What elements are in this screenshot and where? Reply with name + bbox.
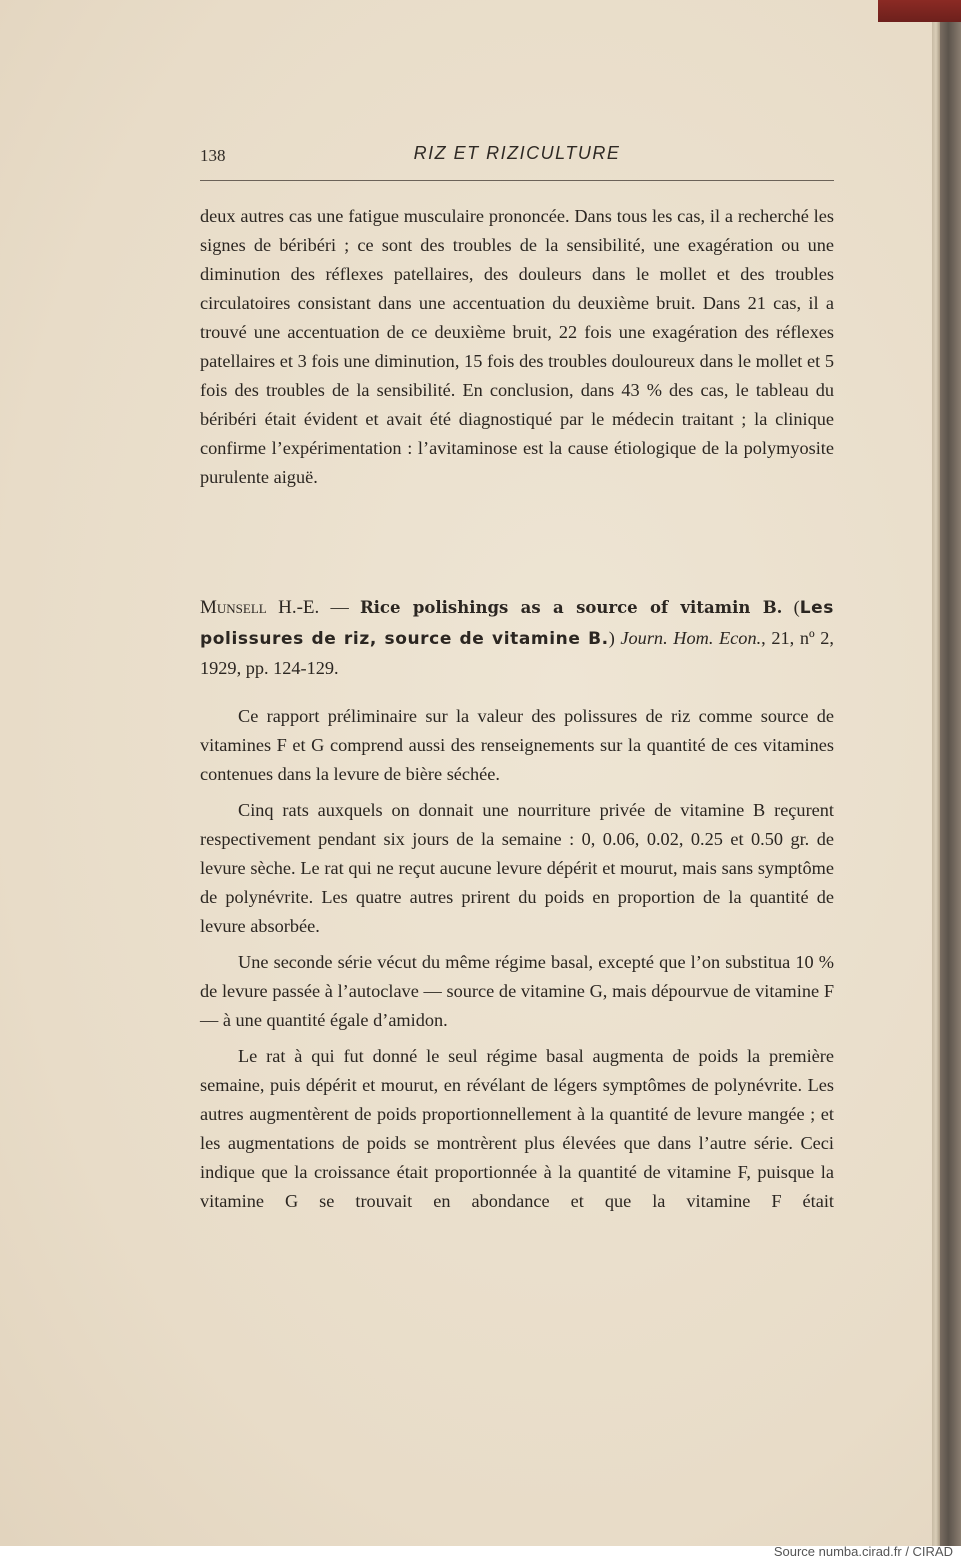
body-text-top <box>200 202 834 492</box>
reference-author: Munsell H.-E. <box>200 597 320 618</box>
reference-french-title: Les polissures de riz, source de vitamine B. <box>200 598 835 649</box>
source-credit: Source numba.cirad.fr / CIRAD <box>773 1544 953 1559</box>
paragraph: Ce rapport préliminaire sur la valeur des polissures de riz comme source de vitamines F et G comprend aussi des renseignements sur la quantité de ces vitamines contenues dans la levure de bière séchée. <box>200 706 834 784</box>
paragraph: Le rat à qui fut donné le seul régime basal augmenta de poids la première semaine, puis dépérit et mourut, en révélant de légers symptômes de polynévrite. Les autres augmentèrent de poids proportionnellement à la quantité de levure mangée ; et les augmentations de poids se montrèrent plus élevées que dans l’autre série. Ceci indique que la croissance était proportionnée à la quantité de vitamine F, puisque la vitamine G se trouvait en abondance et que la vitamine F était <box>200 1046 834 1211</box>
reference-close-paren: ) <box>608 627 621 648</box>
page-gutter <box>932 0 940 1546</box>
book-edge <box>940 0 961 1546</box>
reference-english-title: Rice polishings as a source of vitamin B. <box>359 598 783 617</box>
reference-line <box>200 593 834 684</box>
paragraph: Cinq rats auxquels on donnait une nourriture privée de vitamine B reçurent respectivement pendant six jours de la semaine : 0, 0.06, 0.02, 0.25 et 0.50 gr. de levure sèche. Le rat qui ne reçut aucune levure dépérit et mourut, mais sans symptôme de polynévrite. Les quatre autres prirent du poids en proportion de la quantité de levure absorbée. <box>200 800 834 936</box>
book-cover-corner <box>878 0 961 22</box>
body-text-abstract <box>200 702 834 1216</box>
reference-open-paren: ( <box>793 597 800 617</box>
reference-dash: — <box>319 597 360 617</box>
paragraph: Une seconde série vécut du même régime basal, excepté que l’on substitua 10 % de levure passée à l’autoclave — source de vitamine G, mais dépourvue de vitamine F — à une quantité égale d’amidon. <box>200 952 834 1030</box>
reference-issue: , 21, nº 2, 1929, pp. 124-129. <box>200 627 834 678</box>
paragraph: deux autres cas une fatigue musculaire prononcée. Dans tous les cas, il a recherché les signes de béribéri ; ce sont des troubles de la sensibilité, une exagération ou une diminution des réflexes patellaires, des douleurs dans le mollet et des troubles circulatoires consistant dans une accentuation du deuxième bruit. Dans 21 cas, il a trouvé une accentuation de ce deuxième bruit, 22 fois une exagération des réflexes patellaires et 3 fois une diminution, 15 fois des troubles douloureux dans le mollet et 5 fois des troubles de la sensibilité. En conclusion, dans 43 % des cas, le tableau du béribéri était évident et avait été diagnostiqué par le médecin traitant ; la clinique confirme l’expérimentation : l’avitaminose est la cause étiologique de la polymyosite purulente aiguë. <box>200 206 834 487</box>
page-number: 138 <box>200 146 226 165</box>
bibliographic-reference <box>200 593 834 684</box>
reference-journal: Journ. Hom. Econ. <box>620 627 762 648</box>
page-header <box>200 143 834 183</box>
running-title: RIZ ET RIZICULTURE <box>413 143 621 163</box>
header-rule <box>200 180 834 181</box>
